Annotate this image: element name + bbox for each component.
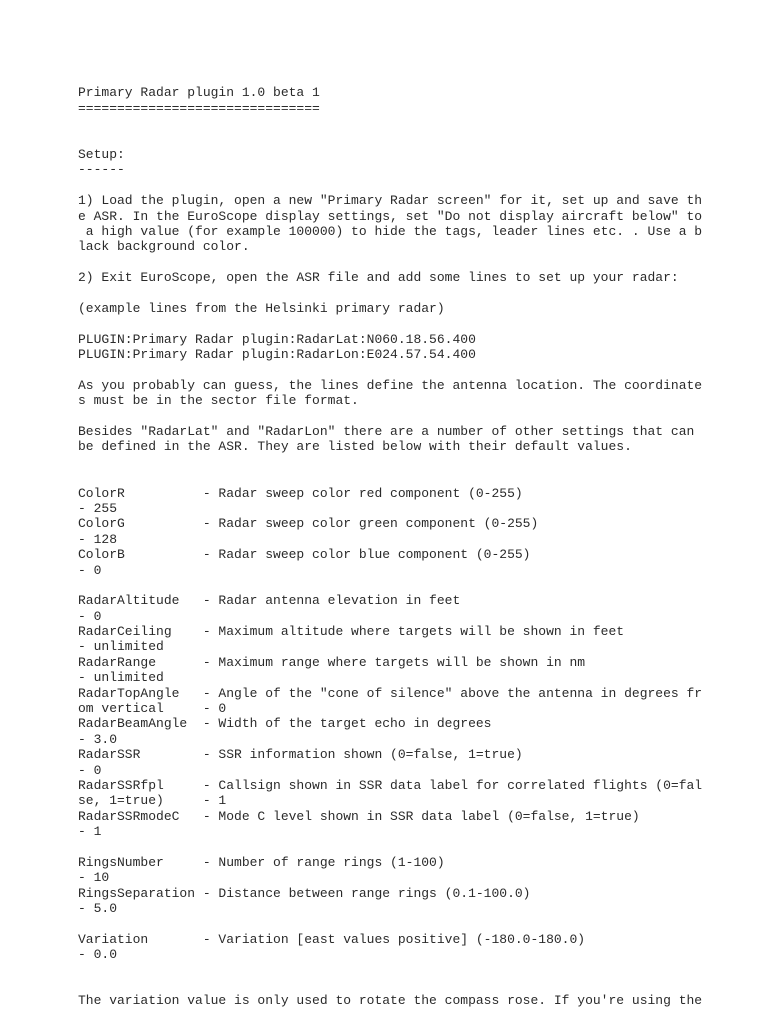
document-line bbox=[78, 116, 718, 131]
document-line bbox=[78, 132, 718, 147]
document-line: 2) Exit EuroScope, open the ASR file and add some lines to set up your radar: bbox=[78, 270, 679, 286]
document-line bbox=[78, 470, 718, 485]
document-line: - 3.0 bbox=[78, 731, 118, 747]
document-line: PLUGIN:Primary Radar plugin:RadarLon:E024.57.54.400 bbox=[78, 347, 476, 363]
document-line bbox=[78, 840, 718, 855]
document-line: - 0.0 bbox=[78, 947, 118, 963]
document-line bbox=[78, 255, 718, 270]
document-line: - unlimited bbox=[78, 639, 164, 655]
document-line: e ASR. In the EuroScope display settings, set "Do not display aircraft below" to bbox=[78, 208, 703, 224]
document-line: be defined in the ASR. They are listed below with their default values. bbox=[78, 439, 632, 455]
document-line: ColorG - Radar sweep color green component (0-255) bbox=[78, 516, 539, 532]
document-line: - 10 bbox=[78, 870, 110, 886]
document-line: (example lines from the Helsinki primary radar) bbox=[78, 300, 445, 316]
document-line: RadarSSRfpl - Callsign shown in SSR data label for correlated flights (0=fal bbox=[78, 777, 703, 793]
document-line: PLUGIN:Primary Radar plugin:RadarLat:N060.18.56.400 bbox=[78, 331, 476, 347]
document-line bbox=[78, 285, 718, 300]
document-line bbox=[78, 916, 718, 931]
document-line: Primary Radar plugin 1.0 beta 1 bbox=[78, 85, 320, 101]
document-line bbox=[78, 409, 718, 424]
document-line: om vertical - 0 bbox=[78, 701, 227, 717]
document-line: RingsNumber - Number of range rings (1-100) bbox=[78, 854, 445, 870]
document-line: - 1 bbox=[78, 824, 102, 840]
document-line bbox=[78, 978, 718, 993]
document-line: As you probably can guess, the lines define the antenna location. The coordinate bbox=[78, 377, 703, 393]
document-line: Variation - Variation [east values positive] (-180.0-180.0) bbox=[78, 931, 586, 947]
document-line: Besides "RadarLat" and "RadarLon" there are a number of other settings that can bbox=[78, 423, 695, 439]
document-line bbox=[78, 70, 718, 85]
document-line: RadarAltitude - Radar antenna elevation in feet bbox=[78, 593, 461, 609]
document-line: RingsSeparation - Distance between range rings (0.1-100.0) bbox=[78, 885, 531, 901]
document-line bbox=[78, 316, 718, 331]
document-line: RadarTopAngle - Angle of the "cone of silence" above the antenna in degrees fr bbox=[78, 685, 703, 701]
document-line: RadarSSRmodeC - Mode C level shown in SSR data label (0=false, 1=true) bbox=[78, 808, 640, 824]
document-line bbox=[78, 578, 718, 593]
document-line: s must be in the sector file format. bbox=[78, 393, 359, 409]
document-line: - 128 bbox=[78, 531, 118, 547]
document-line: 1) Load the plugin, open a new "Primary Radar screen" for it, set up and save th bbox=[78, 193, 703, 209]
document-line: - 0 bbox=[78, 562, 102, 578]
document-line: ColorB - Radar sweep color blue component (0-255) bbox=[78, 547, 531, 563]
document-line: ------ bbox=[78, 162, 125, 178]
document-line: The variation value is only used to rotate the compass rose. If you're using the bbox=[78, 993, 703, 1009]
document-line: - 5.0 bbox=[78, 901, 118, 917]
document-line bbox=[78, 455, 718, 470]
document-line: - 0 bbox=[78, 762, 102, 778]
document-line: ColorR - Radar sweep color red component (0-255) bbox=[78, 485, 523, 501]
document-line: RadarRange - Maximum range where targets will be shown in nm bbox=[78, 654, 586, 670]
document-line: RadarCeiling - Maximum altitude where targets will be shown in feet bbox=[78, 624, 625, 640]
document-line: se, 1=true) - 1 bbox=[78, 793, 227, 809]
document-line: - 255 bbox=[78, 500, 118, 516]
document-line: a high value (for example 100000) to hide the tags, leader lines etc. . Use a b bbox=[78, 223, 703, 239]
document-line: =============================== bbox=[78, 100, 320, 116]
document-line: Setup: bbox=[78, 146, 125, 162]
document-text bbox=[78, 70, 718, 1009]
document-line: lack background color. bbox=[78, 239, 250, 255]
document-line bbox=[78, 963, 718, 978]
document-line: RadarSSR - SSR information shown (0=false, 1=true) bbox=[78, 747, 523, 763]
document-line: - unlimited bbox=[78, 670, 164, 686]
document-line: RadarBeamAngle - Width of the target echo in degrees bbox=[78, 716, 492, 732]
document-line: - 0 bbox=[78, 608, 102, 624]
document-line bbox=[78, 178, 718, 193]
document-line bbox=[78, 362, 718, 377]
